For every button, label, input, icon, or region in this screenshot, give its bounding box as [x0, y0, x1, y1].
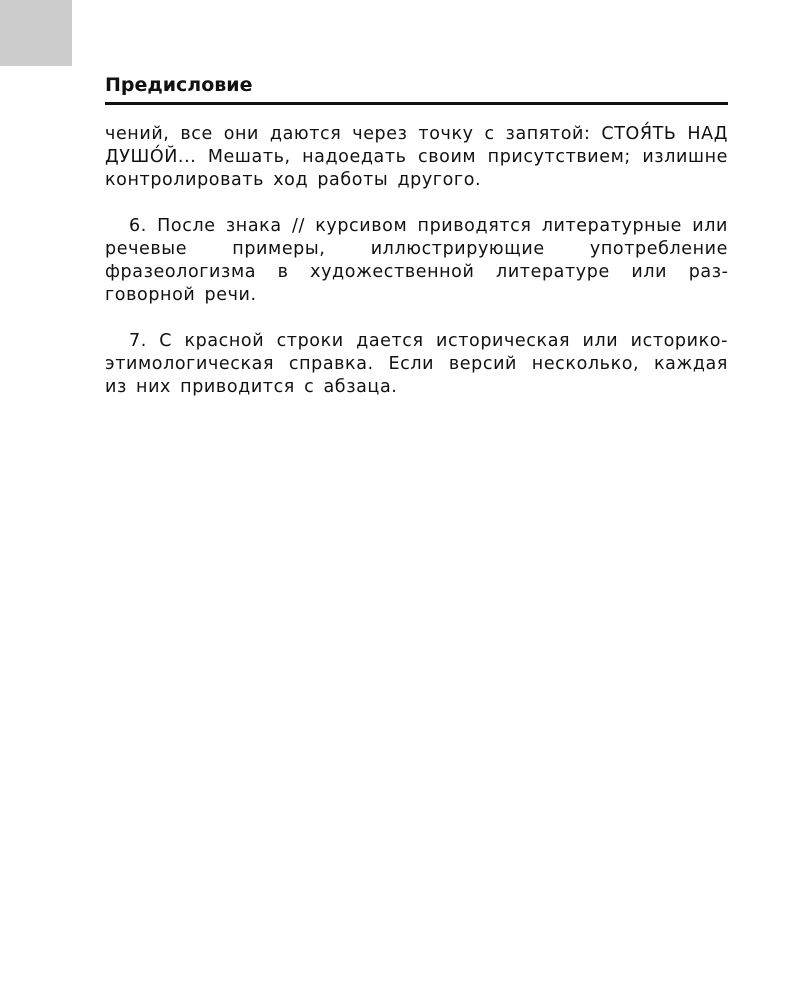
paragraph-continuation: чений, все они даются через точку с запятой: СТОЯ́ТЬ НАД ДУШО́Й... Мешать, надоедать своим присутствием; излишне контролировать ход работы другого. [105, 124, 728, 190]
page-corner-tab [0, 0, 72, 66]
running-head-title: Предисловие [105, 72, 728, 105]
page-body [105, 123, 728, 399]
paragraph-item-7: 7. С красной строки дается историческая или историко-этимологическая справка. Если версий несколько, каждая из них приводится с абзаца. [105, 331, 728, 397]
book-page [105, 72, 728, 399]
paragraph-item-6: 6. После знака // курсивом приводятся литературные или речевые примеры, иллюстрирующие употребление фразеологизма в художественной литературе или разговорной речи. [105, 216, 728, 305]
